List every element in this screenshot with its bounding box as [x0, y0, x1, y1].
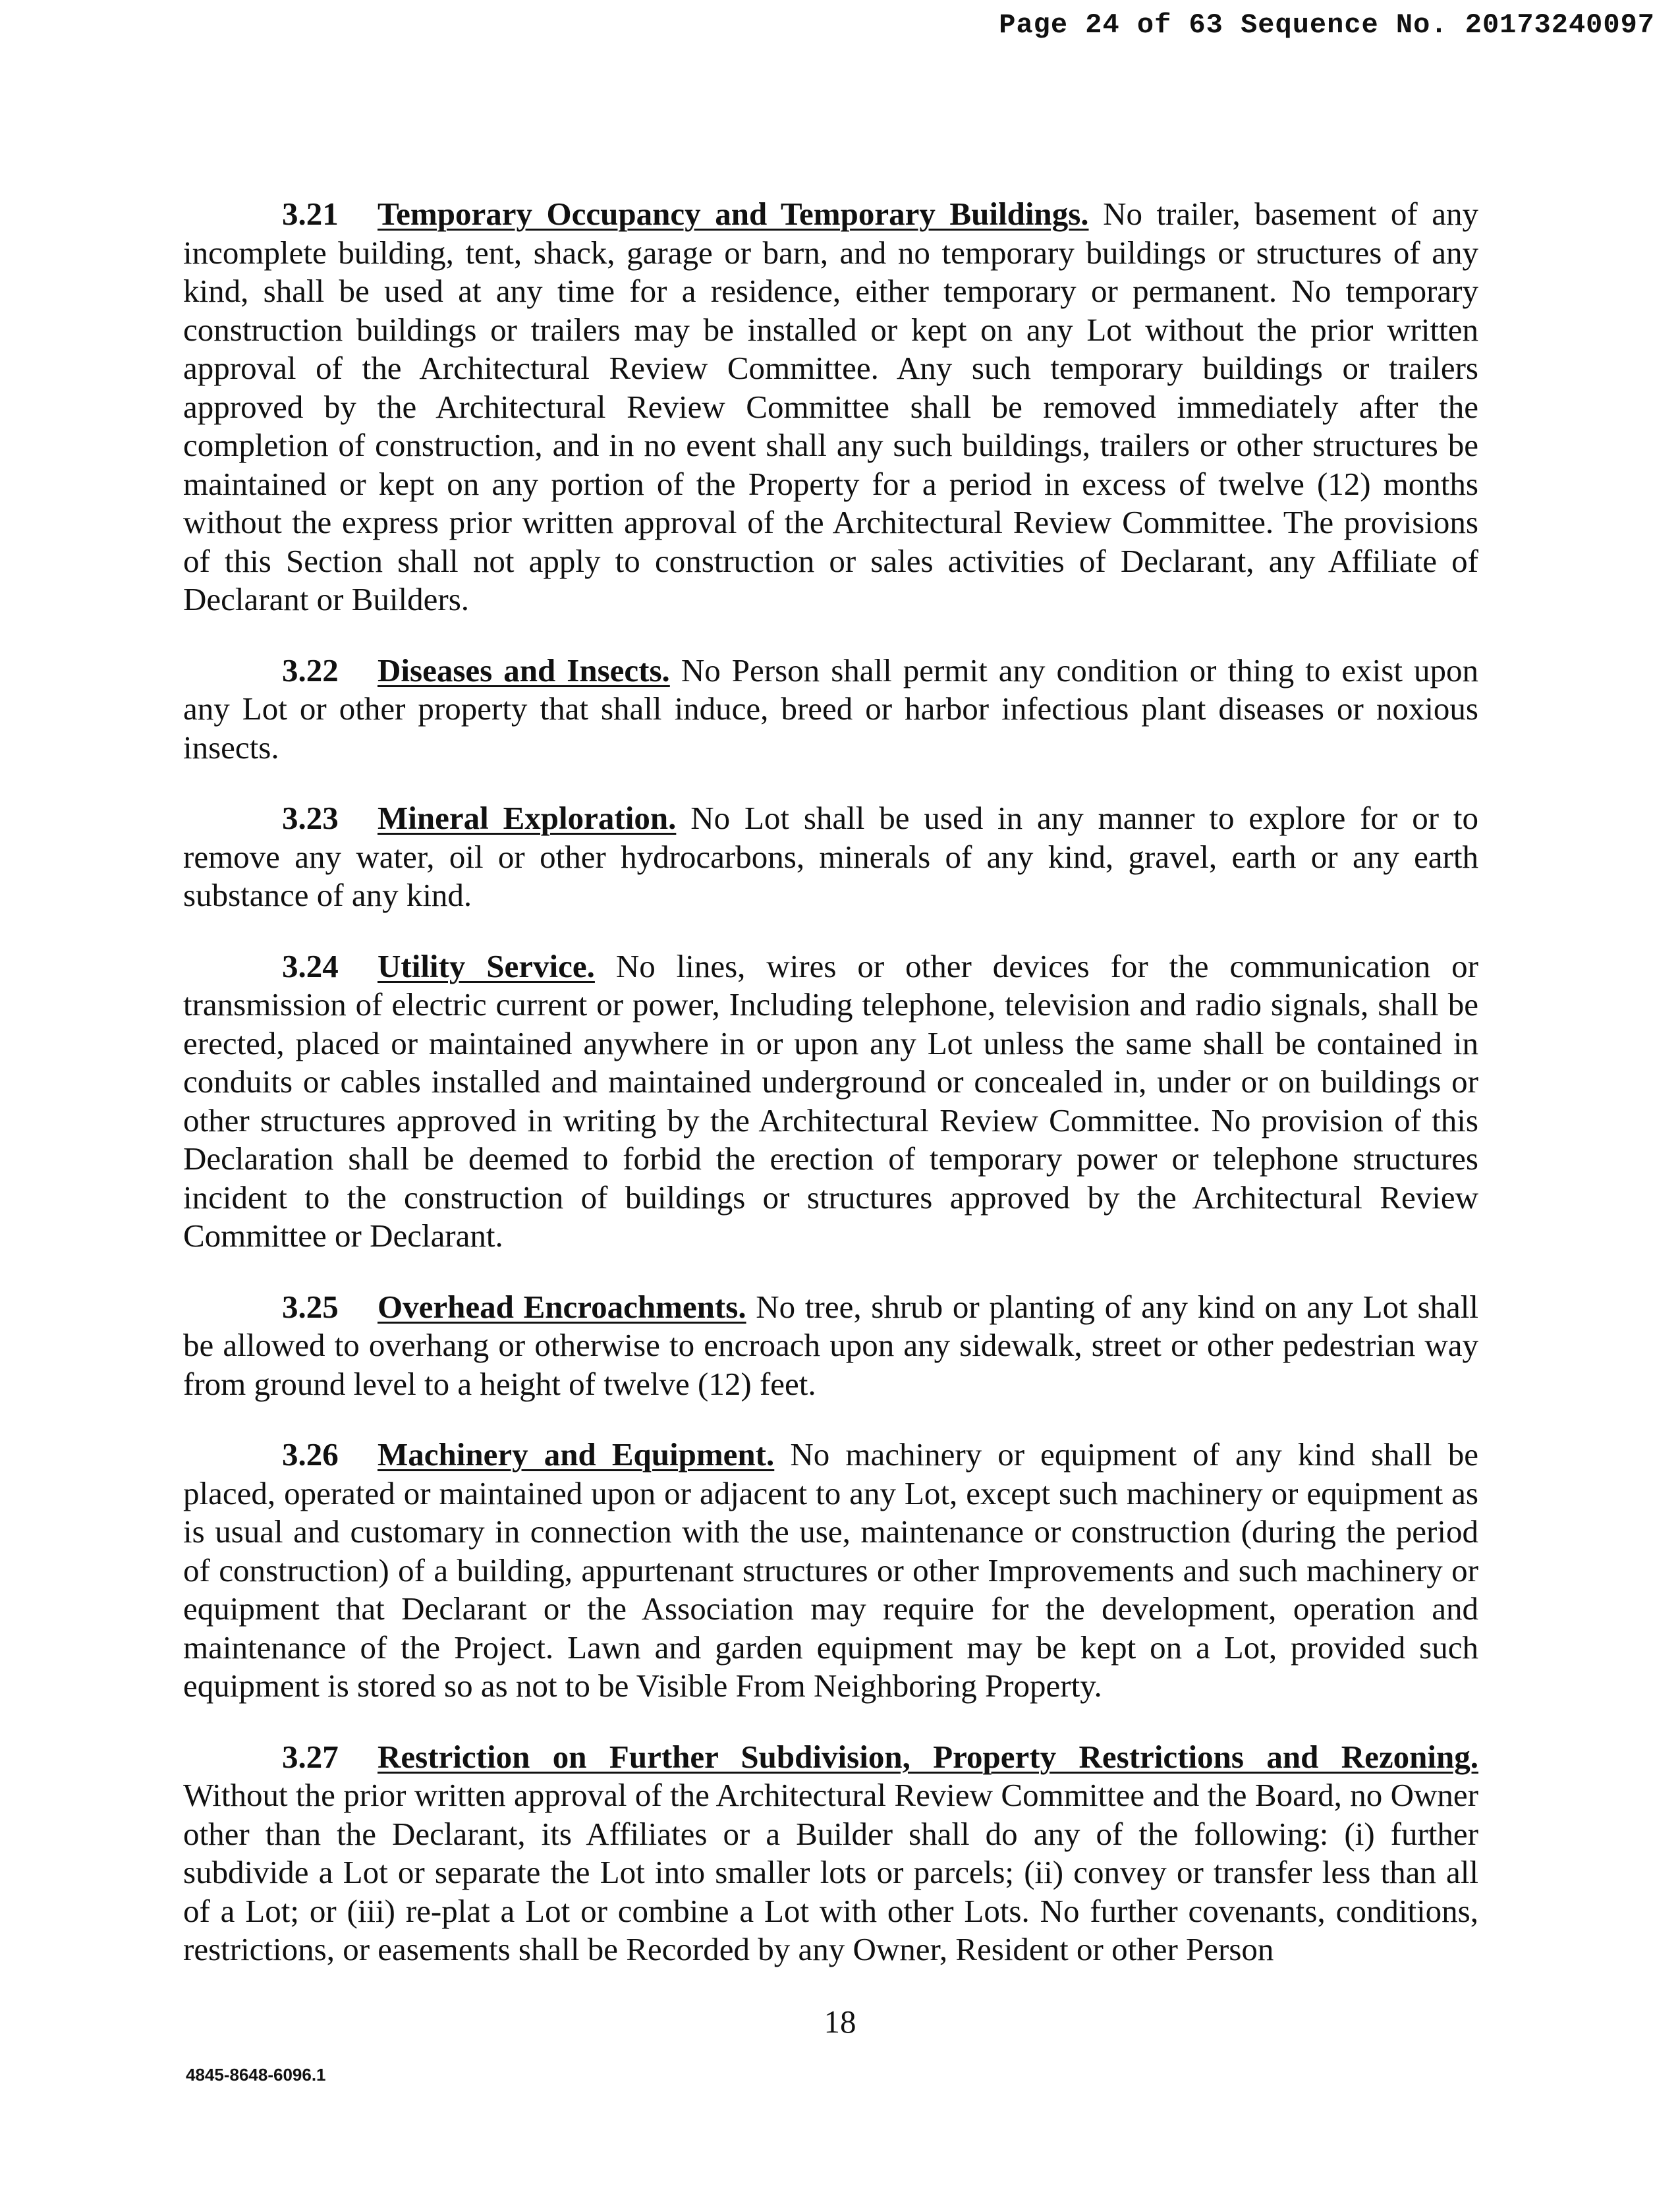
section-text: No tree, shrub or planting of any kind on any Lot shall be allowed to overhang or otherwise to encroach upon any sidewalk, street or other pedestrian way from ground level to a height of twelve (12) feet. [183, 1288, 1478, 1402]
section-heading: Overhead Encroachments. [378, 1288, 746, 1325]
section-number: 3.21 [282, 196, 339, 232]
section-number: 3.25 [282, 1288, 339, 1325]
document-body [183, 195, 1478, 1969]
section-number: 3.23 [282, 800, 339, 836]
page-header: Page 24 of 63 Sequence No. 20173240097 [999, 9, 1655, 41]
section-text: Without the prior written approval of the Architectural Review Committee and the Board, no Owner other than the Declarant, its Affiliates or a Builder shall do any of the following: (i) further subdivide a Lot or separate the Lot into smaller lots or parcels; (ii) convey or transfer less than all of a Lot; or (iii) re-plat a Lot or combine a Lot with other Lots. No further covenants, conditions, restrictions, or easements shall be Recorded by any Owner, Resident or other Person [183, 1777, 1478, 1967]
section-3-23 [183, 799, 1478, 915]
section-3-22 [183, 652, 1478, 768]
section-heading: Diseases and Insects. [378, 652, 670, 688]
section-number: 3.26 [282, 1436, 339, 1473]
section-3-21 [183, 195, 1478, 619]
section-heading: Mineral Exploration. [378, 800, 677, 836]
section-3-27 [183, 1738, 1478, 1969]
document-id: 4845-8648-6096.1 [186, 2065, 326, 2085]
section-heading: Restriction on Further Subdivision, Property Restrictions and Rezoning. [378, 1738, 1478, 1775]
section-3-25 [183, 1288, 1478, 1404]
section-heading: Machinery and Equipment. [378, 1436, 775, 1473]
section-text: No trailer, basement of any incomplete building, tent, shack, garage or barn, and no temporary buildings or structures of any kind, shall be used at any time for a residence, either temporary or permanent. No temporary construction buildings or trailers may be installed or kept on any Lot without the prior written approval of the Architectural Review Committee. Any such temporary buildings or trailers approved by the Architectural Review Committee shall be removed immediately after the completion of construction, and in no event shall any such buildings, trailers or other structures be maintained or kept on any portion of the Property for a period in excess of twelve (12) months without the express prior written approval of the Architectural Review Committee. The provisions of this Section shall not apply to construction or sales activities of Declarant, any Affiliate of Declarant or Builders. [183, 196, 1478, 617]
section-number: 3.27 [282, 1738, 339, 1775]
page-number: 18 [824, 2004, 856, 2040]
section-heading: Temporary Occupancy and Temporary Buildings. [378, 196, 1089, 232]
section-heading: Utility Service. [378, 947, 595, 984]
section-text: No machinery or equipment of any kind shall be placed, operated or maintained upon or adjacent to any Lot, except such machinery or equipment as is usual and customary in connection with the use, maintenance or construction (during the period of construction) of a building, appurtenant structures or other Improvements and such machinery or equipment that Declarant or the Association may require for the development, operation and maintenance of the Project. Lawn and garden equipment may be kept on a Lot, provided such equipment is stored so as not to be Visible From Neighboring Property. [183, 1436, 1478, 1704]
section-3-26 [183, 1436, 1478, 1706]
section-3-24 [183, 947, 1478, 1256]
section-text: No lines, wires or other devices for the communication or transmission of electric current or power, Including telephone, television and radio signals, shall be erected, placed or maintained anywhere in or upon any Lot unless the same shall be contained in conduits or cables installed and maintained underground or concealed in, under or on buildings or other structures approved in writing by the Architectural Review Committee. No provision of this Declaration shall be deemed to forbid the erection of temporary power or telephone structures incident to the construction of buildings or structures approved by the Architectural Review Committee or Declarant. [183, 947, 1478, 1254]
section-number: 3.22 [282, 652, 339, 688]
section-number: 3.24 [282, 947, 339, 984]
section-text: No Lot shall be used in any manner to explore for or to remove any water, oil or other hydrocarbons, minerals of any kind, gravel, earth or any earth substance of any kind. [183, 800, 1478, 913]
section-text: No Person shall permit any condition or thing to exist upon any Lot or other property that shall induce, breed or harbor infectious plant diseases or noxious insects. [183, 652, 1478, 766]
